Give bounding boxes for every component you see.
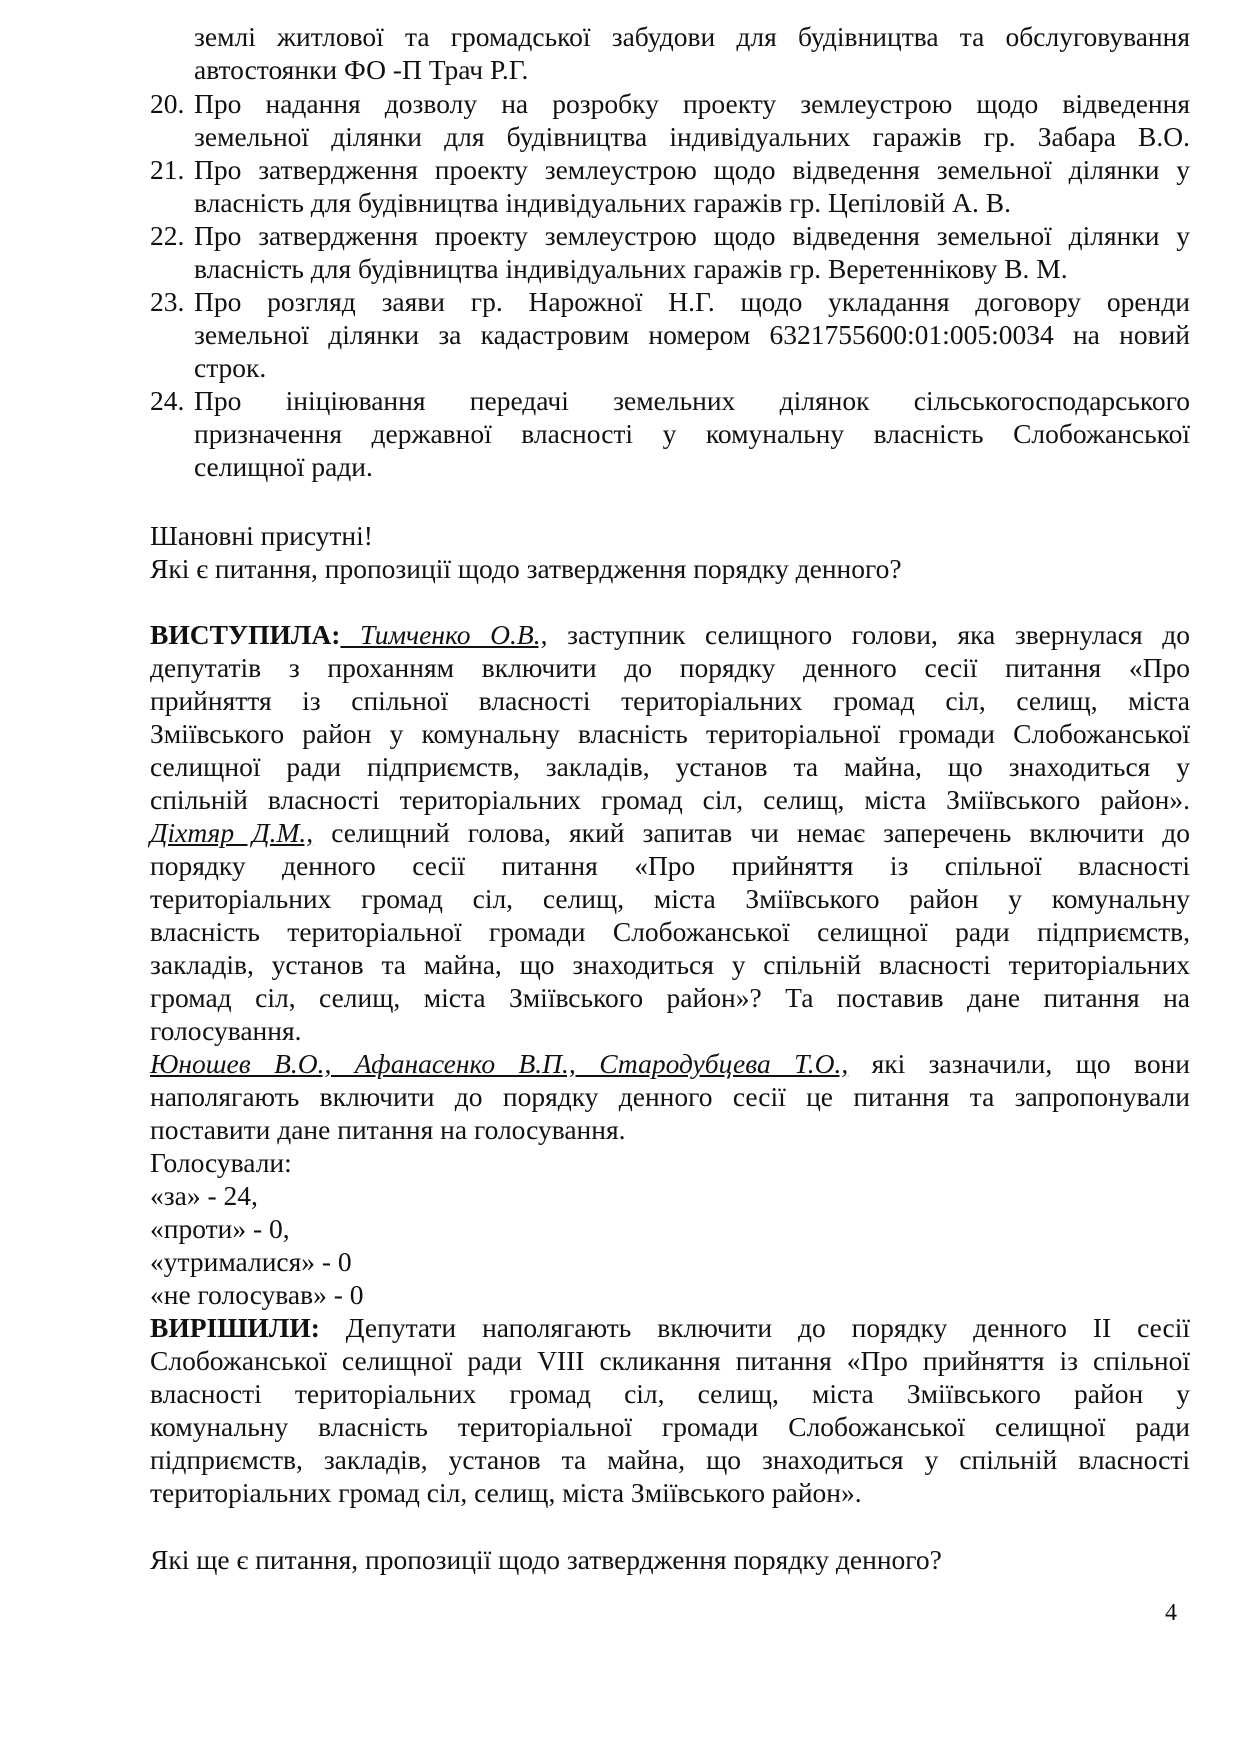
vyrishyly-line4: комунальну власність територіальної громади Слобожанської селищної ради [150, 1411, 1190, 1442]
vystupyla-line4: Зміївського район у комунальну власність територіальної громади Слобожанської [150, 718, 1190, 749]
question-more: Які ще є питання, пропозиції щодо затвердження порядку денного? [150, 1544, 942, 1575]
agenda-item-line: власність для будівництва індивідуальних гаражів гр. Цепіловій А. В. [194, 187, 1011, 218]
agenda-item-line: власність для будівництва індивідуальних гаражів гр. Веретеннікову В. М. [194, 253, 1068, 284]
dikhtiar-line5: закладів, установ та майна, що знаходиться у спільній власності територіальних [150, 949, 1190, 980]
question-agenda: Які є питання, пропозиції щодо затвердження порядку денного? [150, 553, 902, 584]
agenda-item-line: Про затвердження проекту землеустрою щодо відведення земельної ділянки у [194, 154, 1190, 185]
vyrishyly-line1 [150, 1311, 1190, 1344]
deputies-line2: наполягають включити до порядку денного сесії це питання та запропонували [150, 1081, 1190, 1112]
vystupyla-line3: прийняття із спільної власності територіальних громад сіл, селищ, міста [150, 685, 1190, 716]
greeting: Шановні присутні! [150, 520, 373, 551]
agenda-item-line: строк. [194, 352, 267, 383]
agenda-item-line: Про розгляд заяви гр. Нарожної Н.Г. щодо укладання договору оренди [194, 286, 1190, 317]
decision-text: Депутати наполягають включити до порядку денного II сесії [319, 1312, 1190, 1343]
vystupyla-line6: спільній власності територіальних громад сіл, селищ, міста Зміївського район». [150, 784, 1190, 815]
vystupyla-line1 [150, 618, 1190, 651]
speaker-name: Діхтяр Д.М., [150, 817, 314, 848]
agenda-item-21 [150, 153, 1190, 219]
vystupyla-line5: селищної ради підприємств, закладів, установ та майна, що знаходиться у [150, 751, 1190, 782]
dikhtiar-line7: голосування. [150, 1015, 302, 1046]
agenda-item-20 [150, 87, 1190, 153]
vote-za: «за» - 24, [150, 1180, 258, 1211]
vote-utrymalysia: «утрималися» - 0 [150, 1246, 352, 1277]
vyrishyly-line2: Слобожанської селищної ради VIII скликання питання «Про прийняття із спільної [150, 1345, 1190, 1376]
agenda-item-22 [150, 219, 1190, 285]
vyrishyly-line3: власності територіальних громад сіл, селищ, міста Зміївського район у [150, 1378, 1190, 1409]
vote-title: Голосували: [150, 1147, 292, 1178]
vystupyla-line2: депутатів з проханням включити до порядку денного сесії питання «Про [150, 652, 1190, 683]
agenda-item-line: земельної ділянки за кадастровим номером 6321755600:01:005:0034 на новий [194, 319, 1190, 350]
item-19-continuation-line2: автостоянки ФО -П Трач Р.Г. [194, 54, 529, 85]
vyrishyly-line6: територіальних громад сіл, селищ, міста Зміївського район». [150, 1477, 862, 1508]
page-number: 4 [1165, 1600, 1177, 1626]
speaker-name: Тимченко О.В., [340, 619, 548, 650]
vystupyla-label: ВИСТУПИЛА: [150, 619, 341, 650]
dikhtiar-line1 [150, 816, 1190, 849]
vote-ne-holosuvav: «не голосував» - 0 [150, 1279, 364, 1310]
agenda-item-line: селищної ради. [194, 451, 373, 482]
agenda-item-line: Про затвердження проекту землеустрою щодо відведення земельної ділянки у [194, 220, 1190, 251]
agenda-item-line: Про ініціювання передачі земельних ділянок сільськогосподарського [194, 385, 1190, 416]
dikhtiar-line4: власність територіальної громади Слобожанської селищної ради підприємств, [150, 916, 1190, 947]
agenda-item-line: Про надання дозволу на розробку проекту землеустрою щодо відведення [194, 88, 1190, 119]
agenda-item-number: 24. [150, 385, 185, 416]
agenda-list [150, 87, 1190, 483]
agenda-item-24 [150, 384, 1190, 483]
dikhtiar-line6: громад сіл, селищ, міста Зміївського район»? Та поставив дане питання на [150, 982, 1190, 1013]
agenda-item-line: земельної ділянки для будівництва індивідуальних гаражів гр. Забара В.О. [194, 121, 1190, 152]
agenda-item-number: 22. [150, 220, 185, 251]
dikhtiar-line3: територіальних громад сіл, селищ, міста Зміївського район у комунальну [150, 883, 1190, 914]
speaker-text: які зазначили, що вони [848, 1048, 1190, 1079]
agenda-item-line: призначення державної власності у комунальну власність Слобожанської [194, 418, 1190, 449]
speaker-text: селищний голова, який запитав чи немає заперечень включити до [313, 817, 1190, 848]
item-19-continuation-line1: землі житлової та громадської забудови для будівництва та обслуговування [194, 21, 1190, 52]
agenda-item-number: 20. [150, 88, 185, 119]
vyrishyly-label: ВИРІШИЛИ: [150, 1312, 320, 1343]
agenda-item-number: 23. [150, 286, 185, 317]
deputies-line3: поставити дане питання на голосування. [150, 1114, 626, 1145]
agenda-item-23 [150, 285, 1190, 384]
vote-proty: «проти» - 0, [150, 1213, 290, 1244]
agenda-item-number: 21. [150, 154, 185, 185]
speaker-names: Юношев В.О., Афанасенко В.П., Стародубцева Т.О., [150, 1048, 849, 1079]
vyrishyly-line5: підприємств, закладів, установ та майна, що знаходиться у спільній власності [150, 1444, 1190, 1475]
dikhtiar-line2: порядку денного сесії питання «Про прийняття із спільної власності [150, 850, 1190, 881]
deputies-line1 [150, 1047, 1190, 1080]
speaker-text: заступник селищного голови, яка звернулася до [547, 619, 1190, 650]
